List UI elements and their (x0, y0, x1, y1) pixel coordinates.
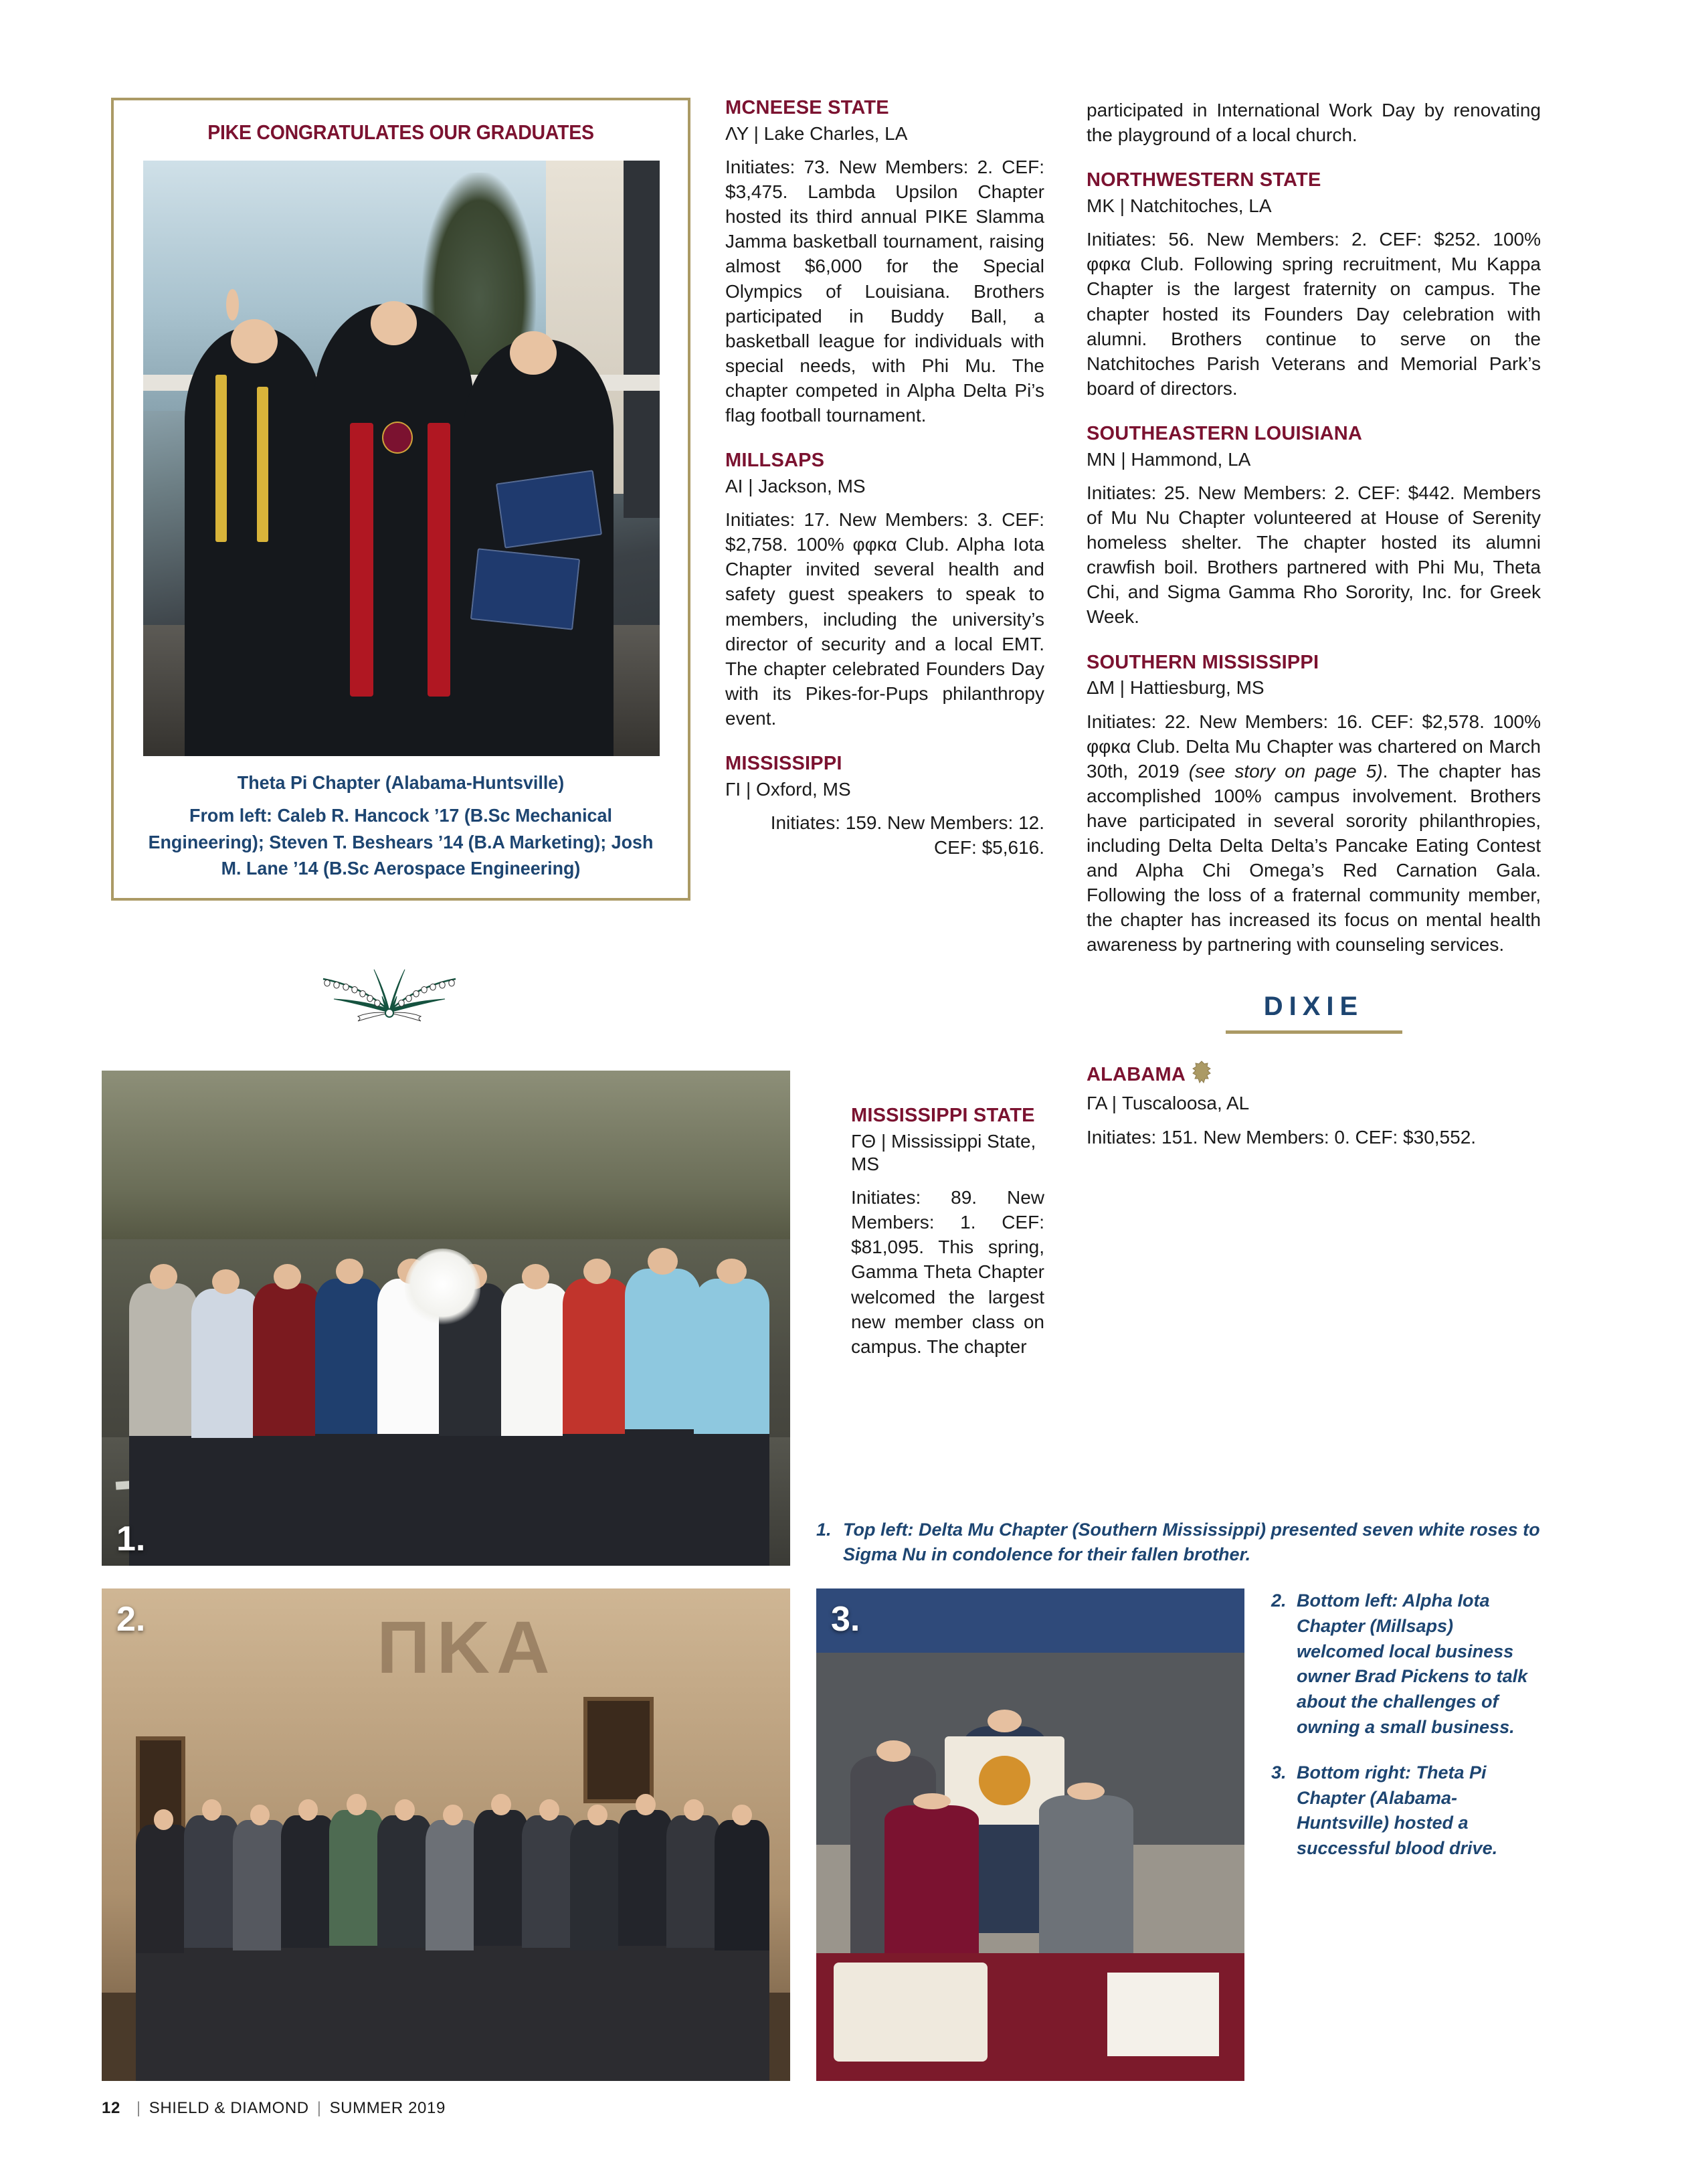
region-name: DIXIE (1263, 992, 1364, 1022)
chapter-location: ΓΙ | Oxford, MS (725, 778, 851, 800)
photo-delta-mu-white-roses (102, 1071, 790, 1566)
photo-number-2: 2. (116, 1600, 146, 1639)
chapter-name: MISSISSIPPI (725, 752, 842, 774)
photo-caption-1 (816, 1518, 1541, 1566)
chapter-location: ΜΝ | Hammond, LA (1087, 448, 1251, 470)
page-number: 12 (102, 2099, 120, 2117)
photo-number-3: 3. (831, 1600, 860, 1639)
shield-badge-icon (1192, 1061, 1211, 1088)
caption-text: Top left: Delta Mu Chapter (Southern Mississippi) presented seven white roses to Sigma Nu in condolence for their fallen brother. (843, 1520, 1540, 1564)
caption-number: 2. (1271, 1590, 1287, 1611)
chapter-entry-mcneese-state (725, 98, 1044, 428)
continued-paragraph: participated in International Work Day by renovating the playground of a local church. (1087, 100, 1541, 146)
graduates-photo (143, 161, 660, 756)
right-text-column (1087, 98, 1541, 1150)
footer-separator-2: | (316, 2099, 322, 2117)
chapter-entry-mississippi (725, 753, 1044, 860)
photo-caption-2 (1271, 1588, 1541, 1740)
region-header-dixie (1087, 992, 1541, 1034)
chapter-name: MISSISSIPPI STATE (851, 1105, 1035, 1126)
graduates-caption (147, 769, 654, 882)
graduates-feature-box (111, 98, 690, 901)
photo-alpha-iota-speaker: ΠΚΑ 2. (102, 1588, 790, 2081)
chapter-name: SOUTHEASTERN LOUISIANA (1087, 422, 1363, 444)
chapter-entry-northwestern-state (1087, 170, 1541, 401)
photo-caption-3 (1271, 1760, 1541, 1861)
chapter-location: ΓΑ | Tuscaloosa, AL (1087, 1093, 1250, 1114)
chapter-body: Initiates: 89. New Members: 1. CEF: $81,095. This spring, Gamma Theta Chapter welcomed the largest new member class on campus. The chapter (851, 1187, 1044, 1357)
caption-number: 1. (816, 1520, 832, 1540)
chapter-body-part1: Initiates: 22. New Members: 16. CEF: $2,578. 100% φφκα Club. Delta Mu Chapter was chartered on March 30th, 2019 (1087, 711, 1541, 782)
photo-caption-list-side (1271, 1588, 1541, 1882)
caption-text: Bottom right: Theta Pi Chapter (Alabama-Huntsville) hosted a successful blood drive. (1297, 1762, 1498, 1859)
page-footer (102, 2099, 446, 2118)
graduates-box-title: PIKE CONGRATULATES OUR GRADUATES (207, 120, 594, 144)
chapter-body: Initiates: 73. New Members: 2. CEF: $3,475. Lambda Upsilon Chapter hosted its third annual PIKE Slamma Jamma basketball tournament, raising almost $6,000 for the Special Olympics of Louisiana. Brothers participated in Buddy Ball, a basketball league for individuals with special needs, with Phi Mu. The chapter competed in Alpha Delta Pi’s flag football tournament. (725, 157, 1044, 426)
chapter-location: ΔΜ | Hattiesburg, MS (1087, 677, 1265, 699)
chapter-location: ΛΥ | Lake Charles, LA (725, 122, 908, 144)
chapter-body (1087, 709, 1541, 958)
chapter-body-crossref: (see story on page 5) (1188, 760, 1383, 782)
chapter-body: Initiates: 25. New Members: 2. CEF: $442. Members of Mu Nu Chapter volunteered at House of Serenity homeless shelter. The chapter hosted its alumni crawfish boil. Brothers partnered with Phi Mu, Theta Chi, and Sigma Gamma Rho Sorority, Inc. for Greek Week. (1087, 482, 1541, 628)
photo-theta-pi-blood-drive (816, 1588, 1244, 2081)
middle-text-column (725, 98, 1044, 860)
issue-label: SUMMER 2019 (329, 2099, 446, 2117)
graduates-caption-title: Theta Pi Chapter (Alabama-Huntsville) (237, 772, 565, 793)
chapter-name: NORTHWESTERN STATE (1087, 169, 1321, 191)
chapter-entry-southeastern-louisiana (1087, 424, 1541, 630)
chapter-entry-mississippi-state (851, 1105, 1044, 1359)
lily-of-the-valley-ornament-icon (304, 947, 475, 1024)
chapter-body: Initiates: 17. New Members: 3. CEF: $2,758. 100% φφκα Club. Alpha Iota Chapter invited several health and safety guest speakers to speak to members, including the university’s director of security and a local EMT. The chapter celebrated Founders Day with its Pikes-for-Pups philanthropy event. (725, 509, 1044, 729)
chapter-location: ΓΘ | Mississippi State, MS (851, 1130, 1036, 1175)
chapter-entry-alabama (1087, 1065, 1541, 1149)
chapter-name: MCNEESE STATE (725, 97, 889, 118)
chapter-body-part2: . The chapter has accomplished 100% campus involvement. Brothers have participated in several sorority philanthropies, including Delta Delta Delta’s Pancake Eating Contest and Alpha Chi Omega’s Red Carnation Gala. Following the loss of a fraternal community member, the chapter has increased its focus on mental health awareness by partnering with counseling services. (1087, 760, 1541, 955)
chapter-body: Initiates: 56. New Members: 2. CEF: $252. 100% φφκα Club. Following spring recruitment, Mu Kappa Chapter is the largest fraternity on campus. The chapter hosted its Founders Day celebration with alumni. Brothers continue to serve on the Natchitoches Parish Veterans and Memorial Park’s board of directors. (1087, 229, 1541, 399)
photo-number-1: 1. (116, 1520, 146, 1558)
chapter-location: ΑΙ | Jackson, MS (725, 475, 866, 496)
chapter-name: SOUTHERN MISSISSIPPI (1087, 651, 1319, 673)
photo-caption-list-top (816, 1518, 1541, 1566)
caption-text: Bottom left: Alpha Iota Chapter (Millsaps) welcomed local business owner Brad Pickens to talk about the challenges of owning a small business. (1297, 1590, 1528, 1737)
chapter-entry-millsaps (725, 450, 1044, 731)
footer-separator-1: | (136, 2099, 141, 2117)
caption-number: 3. (1271, 1762, 1287, 1783)
publication-name: SHIELD & DIAMOND (149, 2099, 309, 2117)
chapter-location: ΜΚ | Natchitoches, LA (1087, 195, 1272, 217)
chapter-body: Initiates: 159. New Members: 12. CEF: $5,616. (770, 812, 1044, 858)
chapter-name: MILLSAPS (725, 450, 825, 472)
chapter-name: ALABAMA (1087, 1064, 1186, 1086)
middle-narrow-column (851, 1105, 1044, 1359)
chapter-entry-southern-mississippi (1087, 652, 1541, 958)
chapter-body: Initiates: 151. New Members: 0. CEF: $30,552. (1087, 1126, 1477, 1148)
graduates-caption-body: From left: Caleb R. Hancock ’17 (B.Sc Mechanical Engineering); Steven T. Beshears ’14 (B.A Marketing); Josh M. Lane ’14 (B.Sc Aerospace Engineering) (148, 804, 654, 879)
